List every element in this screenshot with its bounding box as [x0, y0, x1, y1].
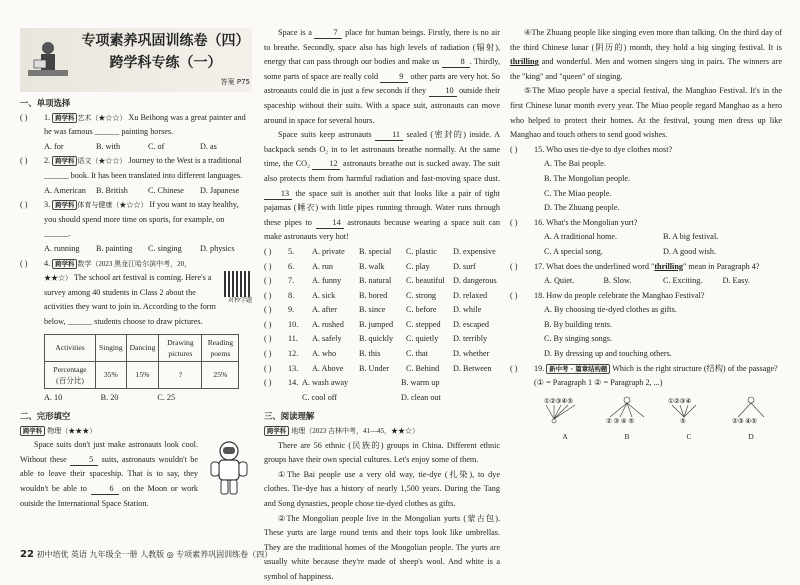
cloze-option[interactable]: D. whether: [453, 349, 490, 359]
cloze-tag: 跨学科 物理（★★★）: [20, 424, 252, 439]
cloze-option-row: ( ) 6. A. run B. walk C. play D. surf: [264, 260, 500, 275]
cloze-option[interactable]: A. Above: [312, 363, 344, 373]
reading-paragraph-4: ④The Zhuang people like singing even more than talking. On the third day of the third Chinese lunar (阴历的) month, they hold a big singing festival. It is thrilling and wonderful. Men and women singers sing in pairs. The winners are the "king" and "queen" of singing.: [510, 28, 783, 81]
cloze-option[interactable]: B. natural: [359, 276, 392, 286]
column-left: [20, 0, 252, 511]
reading-paragraph-2: ②The Mongolian people live in the Mongolian yurts (蒙古包). These yurts are large round tents and their tops look like umbrellas. They are the traditional homes of the Mongolian people. The yurts are usually white because they're made of sheep's wool. And white is a symbol of happiness.: [264, 513, 500, 581]
cloze-paragraph-1: Space suits don't just make astronauts look cool. Without these 5 suits, astronauts wouldn't be able to leave their spaceship. That is to say, they wouldn't be able to 6 on the Moon or work outside the International Space Station.: [20, 438, 252, 511]
title-banner: [20, 28, 252, 92]
cloze-paragraph-3: Space suits keep astronauts 11 sealed (密封的) inside. A backpack sends O₂ in to let astronauts breathe normally. At the same time, the CO₂ 12 astronauts breathe out is sucked away. The suit also protects them from harmful radiation and fast-moving space dust. 13 the space suit is another suit that looks like a pair of tight pajamas (睡衣) with little pipes running through. Water runs through these pipes to 14 astronauts because wearing a space suit can make astronauts very hot!: [264, 130, 500, 242]
cloze-option[interactable]: D. terribly: [453, 334, 488, 344]
svg-text:②③ ④⑤: ②③ ④⑤: [732, 417, 757, 425]
section1-title: 一、单项选择: [20, 98, 71, 108]
svg-text:①②③④⑤: ①②③④⑤: [544, 397, 574, 405]
q2-options: A. American B. British C. Chinese D. Japanese: [44, 185, 240, 195]
cloze-option[interactable]: A. private: [312, 246, 345, 256]
question-3: ( ) 3. 跨学科 体育与健康（★☆☆） If you want to stay healthy, you should spend more time on sports, for example, on ______.: [20, 200, 239, 239]
structure-c-diagram: [666, 395, 712, 425]
cloze-option[interactable]: C. strong: [406, 290, 437, 300]
question-18: ( ) 18. How do people celebrate the Manghao Festival?: [510, 290, 705, 300]
title-line2: 跨学科专练（一）: [109, 55, 222, 71]
reading-tag: 跨学科 地理（2023 吉林中考，41—45，★★☆）: [264, 424, 500, 439]
question-17: ( ) 17. What does the underlined word "thrilling" mean in Paragraph 4?: [510, 261, 760, 271]
cloze-option[interactable]: C. before: [406, 305, 437, 315]
svg-text:⑤: ⑤: [680, 417, 686, 425]
cloze-option[interactable]: C. plastic: [406, 246, 437, 256]
cloze-option[interactable]: C. Behind: [406, 363, 440, 373]
cloze-option[interactable]: C. that: [406, 349, 428, 359]
page-number: 22: [20, 549, 34, 560]
section2-title: 二、完形填空: [20, 411, 71, 422]
structure-options: [510, 395, 782, 445]
section3-title: 三、阅读理解: [264, 411, 315, 422]
cloze-option-14: ( ) 14. A. wash away B. warm up C. cool off D. clean out: [264, 378, 441, 402]
q4-options: A. 10 B. 20 C. 25: [44, 392, 176, 402]
cloze-option[interactable]: A. who: [312, 349, 337, 359]
cloze-option[interactable]: C. quietly: [406, 334, 439, 344]
cloze-option[interactable]: A. safely: [312, 334, 342, 344]
structure-d-diagram: [728, 395, 774, 425]
cloze-option[interactable]: D. dangerous: [453, 276, 497, 286]
question-16: ( ) 16. What's the Mongolian yurt?: [510, 217, 638, 227]
column-right: ④The Zhuang people like singing even more than talking. On the third day of the third Chinese lunar (阴历的) month, they hold a big singing festival. It is thrilling and wonderful. Men and women singers sing in pairs. The winners are the "king" and "queen" of singing. ⑤The Miao people have a special festival, the Manghao Festival. It's in the first Chinese lunar month every year. The Miao people regard Manghao as a hero who helped to protect their homes. At the festival, young men dress up like Manghao and touch others to send good wishes. ( ) 15. Who uses tie-dye to dye clothes most? A. The Bai people. B. The Mongolian people. C. The Miao people. D. The Zhuang people. ( ) 16. What's the Mongolian yurt? A. A traditional home. B. A big festival. C. A special song. D. A good wish. ( ) 17. What does the underlined word "thrilling" mean in Paragraph 4? A. Quiet. B. Slow. C. Exciting. D. Easy. ( ) 18. How do people celebrate the Manghao Festival? A. By choosing tie-dyed clothes as gifts. B. By building tents. C. By singing songs. D. By dressing up and touching others. ( ) 19. 新中考 · 篇章结构题 Which is the right structure (结构) of the passage? (① = Paragraph 1 ② = Paragraph 2, ...) ①②③④⑤ A ② ③ ④ ⑤ B ①②③④ ⑤ C ②③ ④⑤ D: [510, 26, 782, 445]
cloze-option[interactable]: B. special: [359, 246, 392, 256]
q18-options: A. By choosing tie-dyed clothes as gifts. B. By building tents. C. By singing songs. D. By dressing up and touching others.: [544, 305, 677, 359]
structure-option-c[interactable]: ①②③④ ⑤ C: [666, 395, 712, 445]
cloze-option[interactable]: D. Between: [453, 363, 492, 373]
question-15: ( ) 15. Who uses tie-dye to dye clothes most?: [510, 144, 673, 154]
cloze-option[interactable]: A. rushed: [312, 319, 344, 329]
question-2: ( ) 2. 跨学科 语文（★☆☆） Journey to the West is a traditional ______ book. It has been translated into different languages.: [20, 156, 243, 180]
astronaut-icon: [208, 440, 250, 496]
structure-option-b[interactable]: ② ③ ④ ⑤ B: [604, 395, 650, 445]
cloze-option[interactable]: B. this: [359, 349, 381, 359]
cloze-option[interactable]: A. after: [312, 305, 338, 315]
title-line1: 专项素养巩固训练卷（四）: [81, 33, 250, 49]
cloze-option[interactable]: C. play: [406, 261, 430, 271]
cloze-option[interactable]: D. relaxed: [453, 290, 488, 300]
cloze-option[interactable]: D. expensive: [453, 246, 496, 256]
cloze-option[interactable]: B. jumped: [359, 319, 394, 329]
cloze-option-row: ( ) 7. A. funny B. natural C. beautiful D. dangerous: [264, 274, 500, 289]
cloze-option-row: ( ) 9. A. after B. since C. before D. while: [264, 303, 500, 318]
svg-text:② ③ ④ ⑤: ② ③ ④ ⑤: [606, 417, 635, 425]
cloze-option[interactable]: D. escaped: [453, 319, 489, 329]
cloze-option[interactable]: B. Under: [359, 363, 390, 373]
reading-intro: There are 56 ethnic (民族的) groups in China. Different ethnic groups have their own special cultures. Let's enjoy some of them.: [264, 440, 500, 465]
column-middle: [264, 26, 501, 581]
cloze-option[interactable]: A. sick: [312, 290, 336, 300]
cloze-option-row: ( ) 13. A. Above B. Under C. Behind D. Between: [264, 362, 500, 377]
reading-paragraph-1: ①The Bai people use a very old way, tie-dye (扎染), to dye clothes. Tie-dye has a history of nearly 1,500 years. During the Tang and Song dynasties, people chose tie-dyed clothes as gifts.: [264, 469, 500, 508]
cloze-option[interactable]: A. funny: [312, 276, 342, 286]
structure-option-a[interactable]: ①②③④⑤ A: [542, 395, 588, 445]
question-1: ( ) 1. 跨学科 艺术（★☆☆） Xu Beihong was a great painter and he was famous ______ painting horses.: [20, 112, 246, 137]
structure-option-d[interactable]: ②③ ④⑤ D: [728, 395, 774, 445]
structure-b-diagram: [604, 395, 650, 425]
cloze-option-row: ( ) 10. A. rushed B. jumped C. stepped D. escaped: [264, 318, 500, 333]
cloze-option-row: ( ) 12. A. who B. this C. that D. whether: [264, 347, 500, 362]
page-footer: [20, 549, 272, 560]
reading-paragraph-5: ⑤The Miao people have a special festival, the Manghao Festival. It's in the first Chinese lunar month every year. The Miao people regard Manghao as a hero who helped to protect their homes. At the festival, young men dress up like Manghao and touch others to send good wishes.: [510, 86, 782, 140]
q1-options: A. for B. with C. of D. as: [44, 141, 217, 151]
qr-label: 对秒学题: [227, 297, 252, 304]
footer-text: 初中培优 英语 九年级全一册 人教版 ◎ 专项素养巩固训练卷（四）: [36, 550, 273, 559]
q15-options: A. The Bai people. B. The Mongolian people. C. The Miao people. D. The Zhuang people.: [544, 159, 631, 213]
answer-ref: 答案 P75: [220, 78, 250, 87]
q3-options: A. running B. painting C. singing D. physics: [44, 243, 235, 253]
cloze-option[interactable]: C. beautiful: [406, 276, 445, 286]
cloze-options: [264, 245, 500, 376]
question-4: ( ) 4. 跨学科 数学（2023 黑龙江哈尔滨中考，20，★★☆） The school art festival is coming. Here's a survey among 40 students in Class 2 about the activities they want to join in. According to the form below, ______ students choose to draw pictures. 对秒学题: [20, 258, 252, 326]
cloze-option-row: ( ) 11. A. safely B. quickly C. quietly D. terribly: [264, 332, 500, 347]
q17-options: A. Quiet. B. Slow. C. Exciting. D. Easy.: [544, 276, 750, 286]
cloze-option[interactable]: B. walk: [359, 261, 385, 271]
survey-table: Activities Singing Dancing Drawing pictures Reading poems Percentage (百分比) 35% 15% ? 25%: [44, 334, 239, 389]
cloze-option[interactable]: B. since: [359, 305, 386, 315]
svg-text:①②③④: ①②③④: [668, 397, 692, 405]
cloze-option[interactable]: C. stepped: [406, 319, 441, 329]
structure-a-diagram: [542, 395, 588, 425]
question-19: ( ) 19. 新中考 · 篇章结构题 Which is the right structure (结构) of the passage? (① = Paragraph 1 ② = Paragraph 2, ...): [510, 363, 778, 388]
qr-code-icon[interactable]: [224, 271, 250, 297]
cloze-paragraph-2: Space is a 7 place for human beings. Firstly, there is no air to breathe. Secondly, space also has high levels of radiation (辐射), energy that can pass through our bodies and make us 8 . Thirdly, some parts of space are really cold 9 other parts are very hot. So astronauts could die in just a few seconds if they 10 outside their spaceship without their suits. With a space suit, astronauts can move around in space for several hours.: [264, 28, 501, 125]
cloze-option[interactable]: B. bored: [359, 290, 388, 300]
cloze-option-row: ( ) 5. A. private B. special C. plastic D. expensive: [264, 245, 500, 260]
cloze-option[interactable]: D. while: [453, 305, 482, 315]
cloze-option-row: ( ) 8. A. sick B. bored C. strong D. relaxed: [264, 289, 500, 304]
cloze-option[interactable]: D. surf: [453, 261, 476, 271]
cloze-option[interactable]: B. quickly: [359, 334, 394, 344]
cloze-option[interactable]: A. run: [312, 261, 333, 271]
reading-person-icon: [26, 36, 70, 86]
